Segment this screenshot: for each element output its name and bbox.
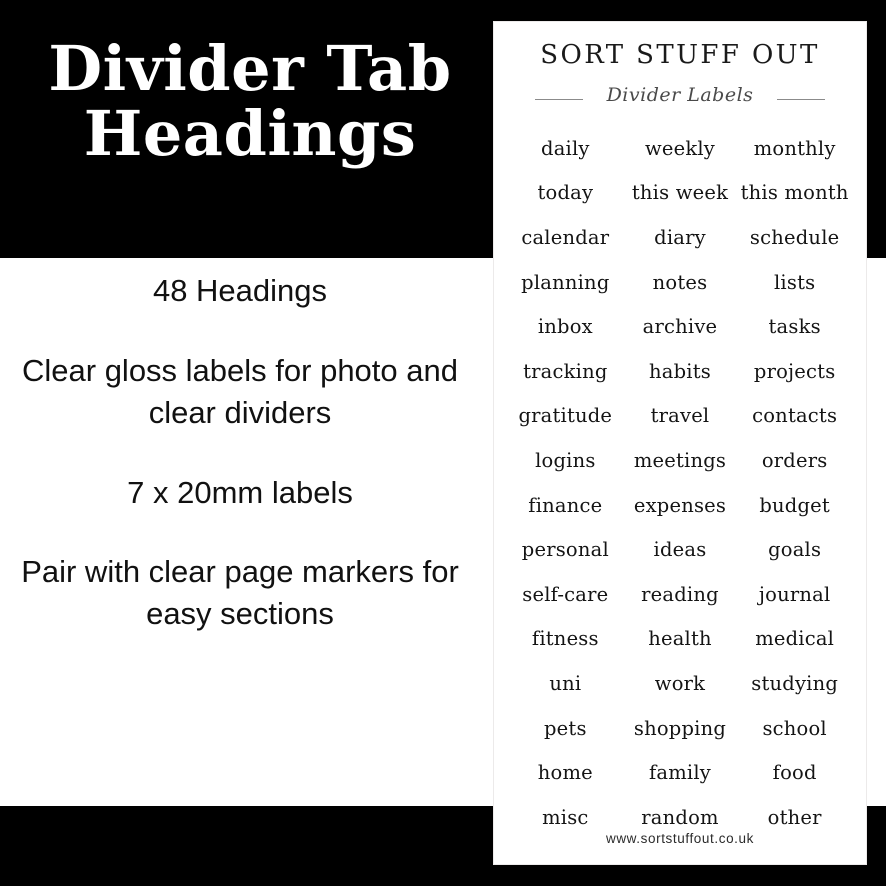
label-item: logins [535,448,596,472]
label-item: work [654,671,706,695]
label-item: orders [761,448,828,472]
label-item: lists [773,270,816,294]
label-item: reading [641,582,719,606]
brand-subtitle: Divider Labels [606,84,754,106]
label-item: weekly [644,136,716,160]
label-item: daily [541,136,590,160]
label-item: budget [759,493,830,517]
feature-item-material: Clear gloss labels for photo and clear dividers [22,352,458,430]
label-item: expenses [633,493,727,517]
label-item: habits [649,359,711,383]
label-item: today [537,181,594,205]
label-item: random [641,805,719,829]
label-item: projects [753,359,836,383]
label-item: notes [652,270,708,294]
label-item: travel [650,404,710,428]
label-item: diary [654,225,706,249]
label-item: archive [642,315,718,339]
label-item: personal [521,538,609,562]
website-url: www.sortstuffout.co.uk [605,831,754,846]
label-item: schedule [749,225,840,249]
label-item: health [648,627,712,651]
label-item: medical [755,627,835,651]
label-item: tracking [523,359,608,383]
label-grid [494,126,866,840]
label-item: other [767,805,822,829]
label-item: calendar [521,225,610,249]
label-item: inbox [537,315,593,339]
label-item: family [648,761,711,785]
label-item: meetings [633,448,727,472]
page-title-line-2: Headings [83,97,417,171]
feature-item-pairing: Pair with clear page markers for easy sections [21,554,459,632]
label-item: fitness [531,627,599,651]
label-sheet [494,22,866,864]
label-item: school [762,716,827,740]
label-item: pets [543,716,587,740]
page-title-line-1: Divider Tab [48,32,452,105]
label-item: planning [521,270,610,294]
label-item: monthly [753,136,836,160]
label-item: misc [542,805,589,829]
label-item: food [772,761,817,785]
feature-item-size: 7 x 20mm labels [127,474,353,510]
page-title [0,32,500,171]
label-item: this month [740,181,849,205]
label-item: studying [751,671,839,695]
label-item: contacts [752,404,838,428]
sheet-header [494,22,866,112]
brand-divider-rule [535,86,825,112]
feature-list [0,270,480,635]
label-item: finance [528,493,603,517]
label-item: gratitude [518,404,613,428]
label-item: home [537,761,593,785]
label-item: this week [631,181,729,205]
label-item: self-care [522,582,609,606]
brand-name: SORT STUFF OUT [540,40,820,70]
label-item: tasks [768,315,821,339]
label-item: ideas [653,538,707,562]
feature-item-count: 48 Headings [152,273,328,308]
label-item: goals [768,538,822,562]
label-item: uni [549,671,582,695]
label-item: journal [758,582,831,606]
label-item: shopping [633,716,727,740]
